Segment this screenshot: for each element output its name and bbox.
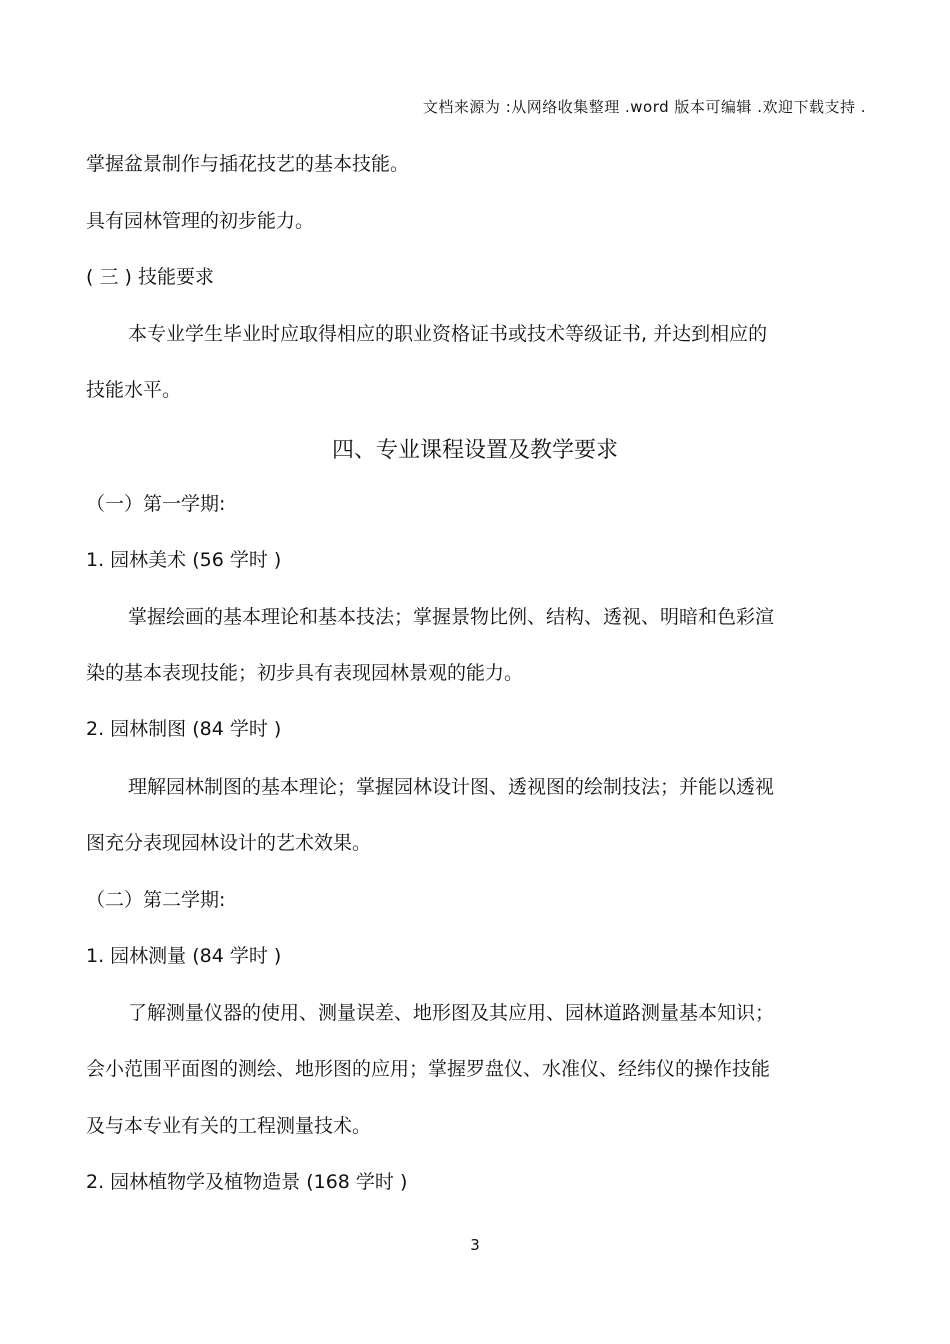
paragraph-line: 理解园林制图的基本理论；掌握园林设计图、透视图的绘制技法；并能以透视 bbox=[128, 776, 775, 798]
subsection-heading: ( 三 ) 技能要求 bbox=[86, 266, 214, 288]
semester-heading: （二）第二学期: bbox=[86, 889, 226, 911]
paragraph-line: 掌握绘画的基本理论和基本技法；掌握景物比例、结构、透视、明暗和色彩渲 bbox=[128, 606, 775, 628]
paragraph-line: 染的基本表现技能；初步具有表现园林景观的能力。 bbox=[86, 662, 524, 684]
section-title: 四、专业课程设置及教学要求 bbox=[331, 438, 618, 463]
paragraph-line: 掌握盆景制作与插花技艺的基本技能。 bbox=[86, 153, 410, 175]
paragraph-line: 及与本专业有关的工程测量技术。 bbox=[86, 1115, 372, 1137]
page-number: 3 bbox=[470, 1236, 480, 1254]
course-heading: 2. 园林制图 (84 学时 ) bbox=[86, 718, 282, 740]
paragraph-line: 技能水平。 bbox=[86, 379, 182, 401]
paragraph-line: 本专业学生毕业时应取得相应的职业资格证书或技术等级证书, 并达到相应的 bbox=[128, 323, 768, 345]
paragraph-line: 了解测量仪器的使用、测量误差、地形图及其应用、园林道路测量基本知识； bbox=[128, 1002, 775, 1024]
course-heading: 1. 园林测量 (84 学时 ) bbox=[86, 945, 282, 967]
paragraph-line: 会小范围平面图的测绘、地形图的应用；掌握罗盘仪、水准仪、经纬仪的操作技能 bbox=[86, 1058, 771, 1080]
semester-heading: （一）第一学期: bbox=[86, 493, 226, 515]
course-heading: 1. 园林美术 (56 学时 ) bbox=[86, 549, 282, 571]
paragraph-line: 图充分表现园林设计的艺术效果。 bbox=[86, 832, 372, 854]
paragraph-line: 具有园林管理的初步能力。 bbox=[86, 210, 315, 232]
header-source-note: 文档来源为 :从网络收集整理 .word 版本可编辑 .欢迎下载支持 . bbox=[422, 98, 866, 116]
course-heading: 2. 园林植物学及植物造景 (168 学时 ) bbox=[86, 1171, 408, 1193]
